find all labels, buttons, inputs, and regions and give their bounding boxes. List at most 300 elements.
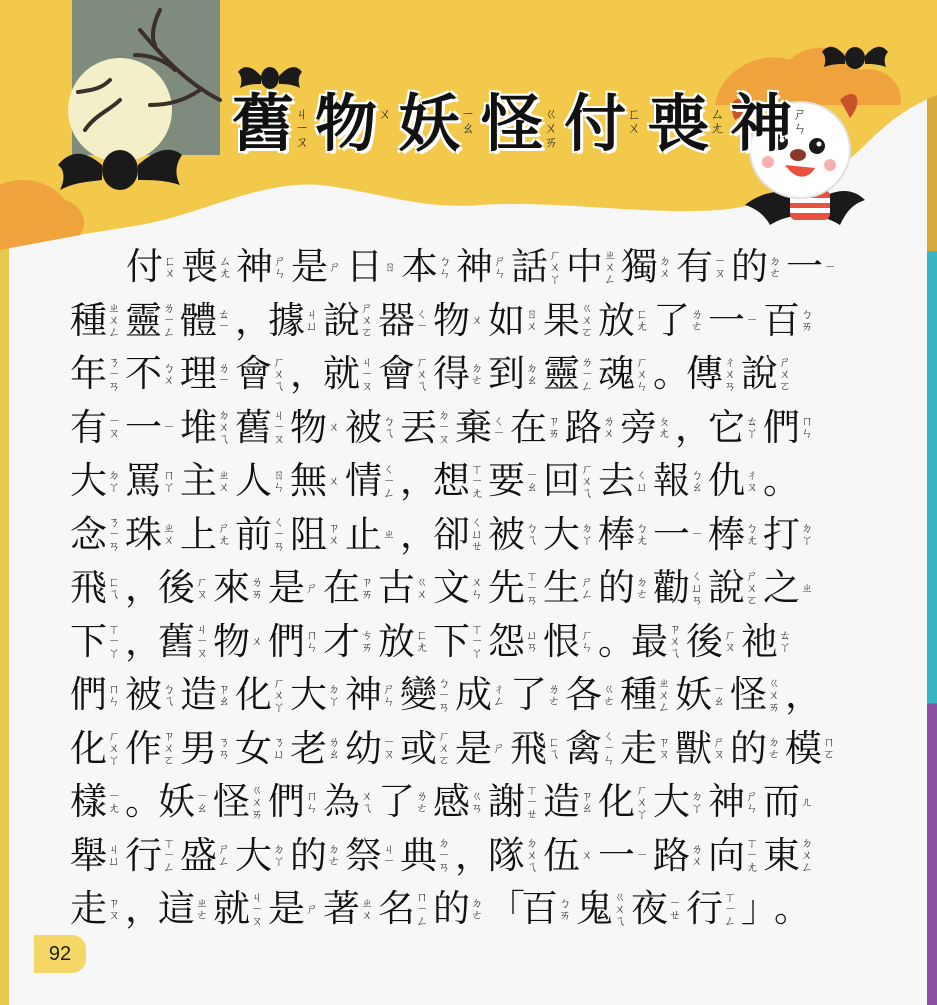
- char-with-zhuyin: [180, 454, 235, 507]
- punctuation: [125, 615, 162, 668]
- hanzi: 路: [565, 405, 602, 449]
- hanzi: 之: [763, 566, 800, 610]
- zhuyin: ㄗ ㄨ ㄛ: [163, 729, 176, 768]
- title-zhuyin: ㄍ ㄨ ㄞ: [544, 107, 559, 151]
- hanzi: 行: [125, 833, 162, 877]
- hanzi: 不: [125, 352, 162, 396]
- char-with-zhuyin: [488, 294, 543, 347]
- hanzi: 們: [268, 780, 305, 824]
- zhuyin: ㄇ ㄣ: [108, 681, 121, 708]
- zhuyin: ㄏ ㄨ ㄛ: [438, 729, 451, 768]
- zhuyin: ㄇ ㄚ: [163, 467, 176, 494]
- char-with-zhuyin: [488, 347, 543, 400]
- char-with-zhuyin: [213, 615, 268, 668]
- hanzi: ，: [125, 887, 162, 931]
- zhuyin: ㄑ ㄧ: [416, 307, 429, 334]
- char-with-zhuyin: [488, 561, 543, 614]
- title-zhuyin: ㄧ ㄠ: [461, 107, 476, 137]
- hanzi: 說: [741, 352, 778, 396]
- hanzi: 們: [70, 673, 107, 717]
- hanzi: 感: [433, 780, 470, 824]
- zhuyin: ㄈ ㄨ: [164, 253, 177, 280]
- zhuyin: ㄉ ㄧ ㄡ: [438, 408, 451, 447]
- zhuyin: ㄓ ㄜ: [196, 895, 209, 922]
- hanzi: 到: [488, 352, 525, 396]
- text-line: [70, 401, 870, 455]
- zhuyin: ㄉ ㄜ: [769, 253, 782, 280]
- hanzi: 主: [180, 459, 217, 503]
- zhuyin: ㄅ ㄣ: [439, 253, 452, 280]
- char-with-zhuyin: [708, 454, 763, 507]
- zhuyin: ㄌ ㄧ ㄥ: [163, 301, 176, 340]
- hanzi: 在: [323, 566, 360, 610]
- char-with-zhuyin: [543, 294, 598, 347]
- hanzi: 這: [158, 887, 195, 931]
- hanzi: 棒: [708, 512, 745, 556]
- zhuyin: ㄑ ㄧ ㄥ: [383, 461, 396, 500]
- hanzi: 飛: [70, 566, 107, 610]
- char-with-zhuyin: [510, 401, 565, 454]
- zhuyin: ㄧ ㄠ: [196, 788, 209, 815]
- char-with-zhuyin: [236, 240, 291, 293]
- hanzi: 是: [268, 566, 305, 610]
- zhuyin: ㄓ ㄨ ㄥ: [108, 301, 121, 340]
- char-with-zhuyin: [70, 775, 125, 828]
- char-with-zhuyin: [598, 347, 653, 400]
- hanzi: 前: [235, 512, 272, 556]
- hanzi: 下: [70, 619, 107, 663]
- char-with-zhuyin: [741, 347, 796, 400]
- zhuyin: ㄐ ㄧ: [383, 842, 396, 869]
- hanzi: 報: [653, 459, 690, 503]
- zhuyin: ㄧ: [824, 259, 837, 274]
- char-with-zhuyin: [763, 294, 818, 347]
- hanzi: 得: [433, 352, 470, 396]
- text-line: [70, 561, 870, 615]
- hanzi: 怪: [730, 673, 767, 717]
- char-with-zhuyin: [708, 508, 763, 561]
- char-with-zhuyin: [213, 882, 268, 935]
- hanzi: 果: [543, 298, 580, 342]
- char-with-zhuyin: [763, 508, 818, 561]
- char-with-zhuyin: [290, 508, 345, 561]
- zhuyin: ㄌ ㄧ ㄥ: [581, 354, 594, 393]
- zhuyin: ㄉ ㄜ: [328, 842, 341, 869]
- char-with-zhuyin: [488, 615, 543, 668]
- char-with-zhuyin: [455, 401, 510, 454]
- hanzi: 大: [70, 459, 107, 503]
- char-with-zhuyin: [543, 775, 598, 828]
- zhuyin: ㄐ ㄩ: [108, 842, 121, 869]
- hanzi: 。: [763, 459, 800, 503]
- char-with-zhuyin: [565, 668, 620, 721]
- hanzi: 造: [543, 780, 580, 824]
- zhuyin: ㄋ ㄢ: [218, 735, 231, 762]
- char-with-zhuyin: [653, 775, 708, 828]
- text-line: [70, 508, 870, 562]
- hanzi: 獸: [675, 726, 712, 770]
- text-line: [70, 829, 870, 883]
- hanzi: 物: [213, 619, 250, 663]
- char-with-zhuyin: [631, 615, 686, 668]
- hanzi: 的: [433, 887, 470, 931]
- hanzi: 仇: [708, 459, 745, 503]
- punctuation: [235, 294, 272, 347]
- char-with-zhuyin: [730, 722, 785, 775]
- hanzi: 妖: [158, 780, 195, 824]
- hanzi: 是: [291, 245, 328, 289]
- char-with-zhuyin: [741, 615, 796, 668]
- hanzi: 情: [345, 459, 382, 503]
- page-title: [232, 88, 813, 168]
- char-with-zhuyin: [70, 722, 125, 775]
- text-line: [70, 294, 870, 348]
- zhuyin: ㄧ: [163, 420, 176, 435]
- char-with-zhuyin: [70, 829, 125, 882]
- title-char: [647, 88, 724, 160]
- char-with-zhuyin: [708, 561, 763, 614]
- char-with-zhuyin: [235, 347, 290, 400]
- hanzi: 神: [456, 245, 493, 289]
- zhuyin: ㄗ ㄠ: [581, 788, 594, 815]
- hanzi: 伍: [543, 833, 580, 877]
- char-with-zhuyin: [401, 240, 456, 293]
- char-with-zhuyin: [268, 775, 323, 828]
- char-with-zhuyin: [323, 561, 378, 614]
- zhuyin: ㄕ: [306, 901, 319, 916]
- hanzi: 了: [510, 673, 547, 717]
- hanzi: 靈: [125, 298, 162, 342]
- hanzi: 神: [708, 780, 745, 824]
- char-with-zhuyin: [180, 508, 235, 561]
- hanzi: ，: [290, 352, 327, 396]
- hanzi: 阻: [290, 512, 327, 556]
- char-with-zhuyin: [598, 561, 653, 614]
- hanzi: 止: [345, 512, 382, 556]
- zhuyin: ㄧ ㄡ: [108, 414, 121, 441]
- hanzi: 一: [598, 833, 635, 877]
- hanzi: 罵: [125, 459, 162, 503]
- char-with-zhuyin: [620, 668, 675, 721]
- title-hanzi: 神: [730, 87, 793, 160]
- char-with-zhuyin: [400, 829, 455, 882]
- char-with-zhuyin: [565, 401, 620, 454]
- text-line: [70, 615, 870, 669]
- zhuyin: ㄨ: [328, 420, 341, 435]
- zhuyin: ㄌ ㄜ: [691, 307, 704, 334]
- hanzi: 恨: [543, 619, 580, 663]
- hanzi: 它: [708, 405, 745, 449]
- zhuyin: ㄓ: [383, 527, 396, 542]
- char-with-zhuyin: [566, 240, 621, 293]
- zhuyin: ㄈ ㄟ: [108, 574, 121, 601]
- char-with-zhuyin: [158, 561, 213, 614]
- text-line: [70, 668, 870, 722]
- hanzi: 種: [70, 298, 107, 342]
- hanzi: 化: [70, 726, 107, 770]
- hanzi: 。: [125, 780, 162, 824]
- char-with-zhuyin: [653, 561, 708, 614]
- char-with-zhuyin: [345, 508, 400, 561]
- zhuyin: ㄩ ㄢ: [526, 628, 539, 655]
- zhuyin: ㄕ ㄨ ㄛ: [361, 301, 374, 340]
- zhuyin: ㄅ ㄞ: [559, 895, 572, 922]
- char-with-zhuyin: [180, 722, 235, 775]
- hanzi: 各: [565, 673, 602, 717]
- char-with-zhuyin: [70, 882, 125, 935]
- title-char: [730, 88, 807, 160]
- zhuyin: ㄉ ㄚ: [273, 842, 286, 869]
- zhuyin: ㄒ ㄧ ㄤ: [471, 461, 484, 500]
- zhuyin: ㄅ ㄟ: [163, 681, 176, 708]
- hanzi: 會: [378, 352, 415, 396]
- zhuyin: ㄏ ㄨ ㄟ: [581, 461, 594, 500]
- hanzi: 造: [180, 673, 217, 717]
- char-with-zhuyin: [290, 829, 345, 882]
- zhuyin: ㄑ ㄧ ㄢ: [273, 515, 286, 554]
- zhuyin: ㄑ ㄩ: [636, 467, 649, 494]
- hanzi: 日: [346, 245, 383, 289]
- hanzi: 中: [566, 245, 603, 289]
- text-line: [70, 347, 870, 401]
- hanzi: 物: [290, 405, 327, 449]
- zhuyin: ㄉ ㄠ: [526, 360, 539, 387]
- hanzi: 卻: [433, 512, 470, 556]
- char-with-zhuyin: [598, 454, 653, 507]
- char-with-zhuyin: [521, 882, 576, 935]
- char-with-zhuyin: [598, 294, 653, 347]
- char-with-zhuyin: [653, 294, 708, 347]
- hanzi: 物: [433, 298, 470, 342]
- zhuyin: ㄕ: [329, 259, 342, 274]
- zhuyin: ㄨ: [581, 848, 594, 863]
- zhuyin: ㄏ ㄨ ㄚ: [636, 782, 649, 821]
- hanzi: 化: [598, 780, 635, 824]
- hanzi: 作: [125, 726, 162, 770]
- char-with-zhuyin: [621, 240, 676, 293]
- hanzi: 勸: [653, 566, 690, 610]
- hanzi: 珠: [125, 512, 162, 556]
- punctuation: [125, 882, 162, 935]
- zhuyin: ㄏ ㄡ: [724, 628, 737, 655]
- hanzi: 成: [455, 673, 492, 717]
- zhuyin: ㄕ ㄡ: [713, 735, 726, 762]
- hanzi: 靈: [543, 352, 580, 396]
- hanzi: 堆: [180, 405, 217, 449]
- zhuyin: ㄇ ㄣ: [801, 414, 814, 441]
- zhuyin: ㄨ: [471, 313, 484, 328]
- hanzi: 是: [455, 726, 492, 770]
- hanzi: 們: [763, 405, 800, 449]
- hanzi: 一: [786, 245, 823, 289]
- zhuyin: ㄊ ㄚ: [746, 414, 759, 441]
- char-with-zhuyin: [510, 722, 565, 775]
- hanzi: 走: [70, 887, 107, 931]
- zhuyin: ㄒ ㄧ ㄢ: [526, 568, 539, 607]
- zhuyin: ㄊ ㄚ: [779, 628, 792, 655]
- char-with-zhuyin: [620, 401, 675, 454]
- hanzi: 下: [433, 619, 470, 663]
- zhuyin: ㄇ ㄧ ㄥ: [416, 889, 429, 928]
- hanzi: 神: [236, 245, 273, 289]
- hanzi: 的: [730, 726, 767, 770]
- zhuyin: ㄒ ㄧ ㄚ: [108, 622, 121, 661]
- hanzi: 老: [290, 726, 327, 770]
- char-with-zhuyin: [543, 615, 598, 668]
- title-hanzi: 舊: [232, 87, 295, 160]
- hanzi: 盛: [180, 833, 217, 877]
- char-with-zhuyin: [433, 294, 488, 347]
- zhuyin: ㄉ ㄜ: [471, 895, 484, 922]
- punctuation: [125, 775, 162, 828]
- zhuyin: ㄅ ㄤ: [746, 521, 759, 548]
- hanzi: 舊: [235, 405, 272, 449]
- hanzi: 行: [686, 887, 723, 931]
- hanzi: 而: [763, 780, 800, 824]
- char-with-zhuyin: [378, 294, 433, 347]
- hanzi: 飛: [510, 726, 547, 770]
- zhuyin: ㄍ ㄨ: [416, 574, 429, 601]
- hanzi: ，: [400, 459, 437, 503]
- char-with-zhuyin: [268, 294, 323, 347]
- zhuyin: ㄧ ㄤ: [108, 788, 121, 815]
- hanzi: 路: [653, 833, 690, 877]
- title-zhuyin: ㄕ ㄣ: [793, 107, 808, 137]
- hanzi: 妖: [675, 673, 712, 717]
- char-with-zhuyin: [488, 454, 543, 507]
- zhuyin: ㄏ ㄣ: [581, 628, 594, 655]
- char-with-zhuyin: [433, 454, 488, 507]
- char-with-zhuyin: [70, 401, 125, 454]
- hanzi: 才: [323, 619, 360, 663]
- hanzi: 怨: [488, 619, 525, 663]
- zhuyin: ㄓ ㄨ ㄥ: [658, 675, 671, 714]
- hanzi: 化: [235, 673, 272, 717]
- zhuyin: ㄕ ㄤ: [218, 521, 231, 548]
- hanzi: 古: [378, 566, 415, 610]
- hanzi: 人: [235, 459, 272, 503]
- zhuyin: ㄧ: [691, 527, 704, 542]
- zhuyin: ㄉ ㄚ: [801, 521, 814, 548]
- zhuyin: ㄏ ㄨ ㄟ: [273, 354, 286, 393]
- zhuyin: ㄒ ㄧ ㄚ: [471, 622, 484, 661]
- hanzi: 生: [543, 566, 580, 610]
- char-with-zhuyin: [158, 775, 213, 828]
- char-with-zhuyin: [543, 508, 598, 561]
- char-with-zhuyin: [213, 561, 268, 614]
- hanzi: 要: [488, 459, 525, 503]
- zhuyin: ㄗ ㄞ: [361, 574, 374, 601]
- hanzi: 幼: [345, 726, 382, 770]
- zhuyin: ㄋ ㄧ ㄢ: [108, 515, 121, 554]
- hanzi: 棒: [598, 512, 635, 556]
- hanzi: 最: [631, 619, 668, 663]
- char-with-zhuyin: [730, 668, 785, 721]
- zhuyin: ㄏ ㄨ ㄚ: [273, 675, 286, 714]
- hanzi: 理: [180, 352, 217, 396]
- hanzi: 女: [235, 726, 272, 770]
- char-with-zhuyin: [378, 561, 433, 614]
- zhuyin: ㄌ ㄠ: [328, 735, 341, 762]
- zhuyin: ㄆ ㄤ: [658, 414, 671, 441]
- zhuyin: ㄧ ㄠ: [713, 681, 726, 708]
- char-with-zhuyin: [378, 347, 433, 400]
- char-with-zhuyin: [125, 829, 180, 882]
- char-with-zhuyin: [180, 401, 235, 454]
- zhuyin: ㄨ ㄣ: [471, 574, 484, 601]
- hanzi: 說: [708, 566, 745, 610]
- hanzi: ，: [235, 298, 272, 342]
- zhuyin: ㄅ ㄨ: [163, 360, 176, 387]
- zhuyin: ㄕ ㄣ: [274, 253, 287, 280]
- zhuyin: ㄉ ㄨ ㄟ: [526, 836, 539, 875]
- hanzi: 神: [345, 673, 382, 717]
- hanzi: 會: [235, 352, 272, 396]
- hanzi: 一: [708, 298, 745, 342]
- char-with-zhuyin: [70, 668, 125, 721]
- text-line: [70, 775, 870, 829]
- hanzi: 放: [598, 298, 635, 342]
- zhuyin: ㄐ ㄩ: [306, 307, 319, 334]
- hanzi: 後: [158, 566, 195, 610]
- hanzi: 舊: [158, 619, 195, 663]
- char-with-zhuyin: [543, 347, 598, 400]
- hanzi: 棄: [455, 405, 492, 449]
- hanzi: 回: [543, 459, 580, 503]
- hanzi: 傳: [686, 352, 723, 396]
- hanzi: 先: [488, 566, 525, 610]
- hanzi: 了: [378, 780, 415, 824]
- punctuation: [653, 347, 690, 400]
- zhuyin: ㄉ ㄨ: [659, 253, 672, 280]
- text-line: [70, 240, 870, 294]
- zhuyin: ㄇ ㄣ: [306, 628, 319, 655]
- zhuyin: ㄓ ㄨ: [163, 521, 176, 548]
- char-with-zhuyin: [235, 829, 290, 882]
- title-hanzi: 喪: [647, 87, 710, 160]
- char-with-zhuyin: [290, 401, 345, 454]
- char-with-zhuyin: [543, 561, 598, 614]
- zhuyin: ㄕ ㄣ: [494, 253, 507, 280]
- zhuyin: ㄖ: [384, 259, 397, 274]
- char-with-zhuyin: [565, 722, 620, 775]
- hanzi: 打: [763, 512, 800, 556]
- char-with-zhuyin: [576, 882, 631, 935]
- title-hanzi: 付: [564, 87, 627, 160]
- zhuyin: ㄏ ㄨ ㄟ: [416, 354, 429, 393]
- char-with-zhuyin: [268, 882, 323, 935]
- hanzi: 禽: [565, 726, 602, 770]
- punctuation: [785, 668, 822, 721]
- punctuation: [400, 508, 437, 561]
- zhuyin: ㄌ ㄞ: [251, 574, 264, 601]
- char-with-zhuyin: [763, 401, 818, 454]
- char-with-zhuyin: [345, 454, 400, 507]
- hanzi: 男: [180, 726, 217, 770]
- zhuyin: ㄅ ㄟ: [383, 414, 396, 441]
- char-with-zhuyin: [686, 882, 741, 935]
- char-with-zhuyin: [345, 829, 400, 882]
- zhuyin: ㄔ ㄡ: [746, 467, 759, 494]
- char-with-zhuyin: [235, 668, 290, 721]
- hanzi: 話: [511, 245, 548, 289]
- char-with-zhuyin: [433, 775, 488, 828]
- hanzi: 祭: [345, 833, 382, 877]
- punctuation: [774, 882, 811, 935]
- zhuyin: ㄑ ㄧ ㄣ: [603, 729, 616, 768]
- char-with-zhuyin: [653, 454, 708, 507]
- hanzi: 模: [785, 726, 822, 770]
